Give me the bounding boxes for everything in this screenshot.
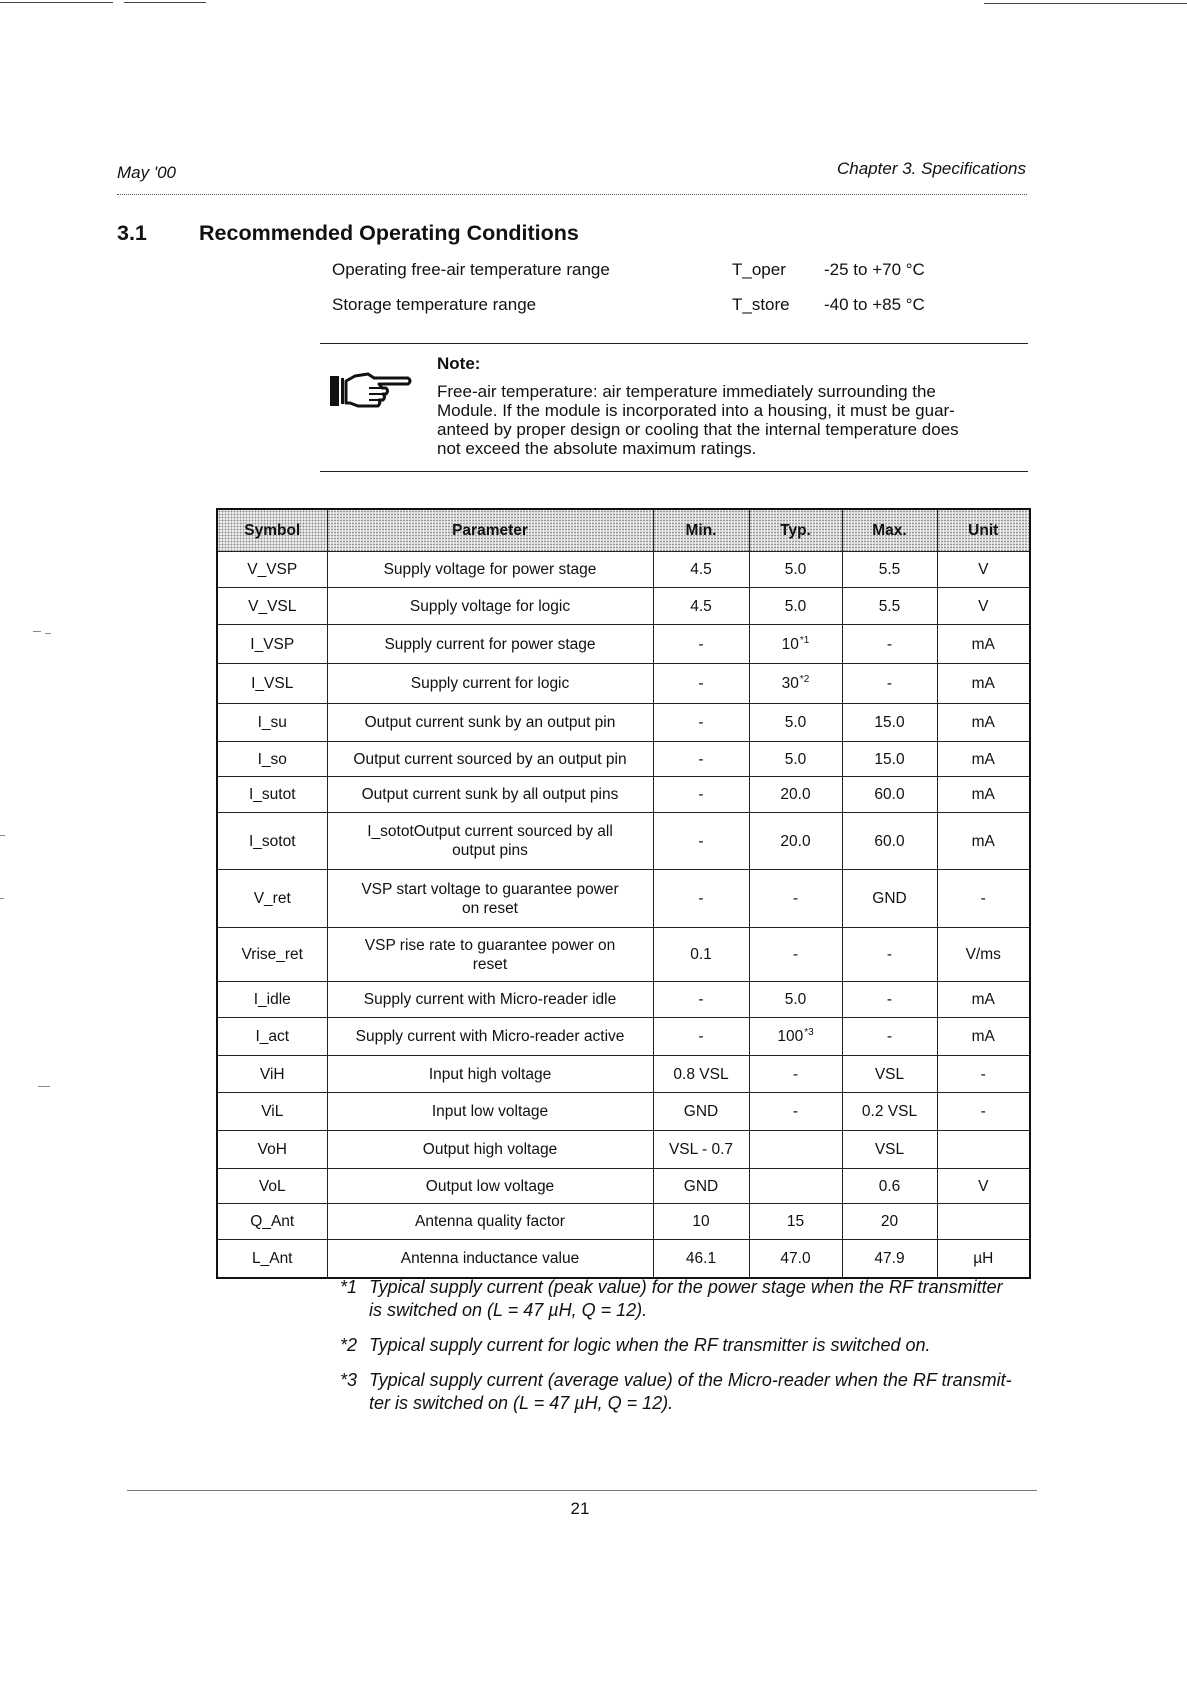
- cell-max: [842, 742, 937, 777]
- table-row: [217, 813, 1030, 870]
- cell-symbol-text: ViH: [259, 1065, 285, 1083]
- cell-symbol: [217, 704, 327, 742]
- cell-min: [653, 625, 749, 664]
- cell-unit: [937, 664, 1030, 704]
- cell-unit-text: µH: [973, 1249, 994, 1267]
- cell-min-text: -: [698, 750, 704, 768]
- cell-typ-text: 5.0: [784, 991, 807, 1008]
- table-head: [217, 509, 1030, 552]
- footnote-text: Typical supply current (peak value) for the power stage when the RF transmitter is switched on (L = 47 µH, Q = 12).: [369, 1277, 1003, 1320]
- cell-max: [842, 813, 937, 870]
- cell-parameter: [327, 742, 653, 777]
- cell-unit: [937, 1131, 1030, 1169]
- cell-typ-text: 20.0: [780, 786, 811, 803]
- cell-unit-text: -: [980, 890, 986, 907]
- cell-typ: [749, 1018, 842, 1056]
- cell-max: [842, 704, 937, 742]
- cell-min-text: 10: [692, 1213, 710, 1230]
- cell-parameter-text: VSP rise rate to guarantee power on reset: [364, 936, 616, 973]
- cell-unit: [937, 625, 1030, 664]
- column-header-typ: Typ.: [749, 509, 842, 552]
- cell-min: [653, 1169, 749, 1204]
- cell-parameter: [327, 1093, 653, 1131]
- cell-typ: [749, 588, 842, 625]
- cell-max-text: 0.2 VSL: [861, 1103, 918, 1120]
- cell-max: [842, 1093, 937, 1131]
- cell-symbol: [217, 742, 327, 777]
- cell-unit: [937, 1204, 1030, 1240]
- cell-symbol: [217, 1056, 327, 1093]
- cell-unit: [937, 1056, 1030, 1093]
- cell-typ: [749, 1240, 842, 1278]
- cell-symbol: [217, 664, 327, 704]
- cell-parameter-text: Output high voltage: [422, 1141, 558, 1158]
- cell-min: [653, 552, 749, 588]
- cell-unit-text: mA: [971, 675, 995, 692]
- cell-typ: [749, 704, 842, 742]
- condition-row: [0, 259, 1187, 281]
- cell-symbol-text: I_su: [257, 714, 287, 731]
- scan-artifact-mark: [45, 633, 51, 634]
- cell-parameter-text: Supply current for logic: [410, 675, 570, 692]
- cell-min-text: -: [698, 786, 704, 803]
- cell-symbol-text: VoH: [257, 1141, 287, 1158]
- cell-max: [842, 982, 937, 1018]
- running-header-chapter: Chapter 3. Specifications: [837, 159, 1026, 178]
- cell-typ-text: 5.0: [784, 750, 807, 768]
- cell-symbol-text: I_idle: [253, 991, 291, 1008]
- scan-artifact-mark: [0, 835, 5, 836]
- table-row: [217, 664, 1030, 704]
- cell-max-text: 15.0: [874, 714, 905, 731]
- cell-min-text: 46.1: [685, 1249, 717, 1267]
- note-rule-top: [320, 343, 1028, 344]
- cell-symbol-text: I_VSL: [251, 675, 294, 692]
- cell-unit: [937, 552, 1030, 588]
- condition-row: [0, 294, 1187, 316]
- cell-symbol: [217, 813, 327, 870]
- cell-unit: [937, 777, 1030, 813]
- cell-unit-text: mA: [971, 786, 995, 803]
- cell-symbol: [217, 1169, 327, 1204]
- cell-typ-text: -: [792, 1103, 799, 1120]
- table-row: [217, 928, 1030, 982]
- cell-max-text: -: [886, 675, 893, 692]
- page-number: 21: [570, 1499, 590, 1518]
- cell-min: [653, 1131, 749, 1169]
- cell-symbol: [217, 982, 327, 1018]
- cell-parameter: [327, 1131, 653, 1169]
- cell-typ-text: 30: [781, 675, 799, 692]
- cell-parameter-text: Supply current with Micro-reader active: [355, 1028, 625, 1045]
- cell-max: [842, 777, 937, 813]
- cell-max: [842, 1018, 937, 1056]
- specifications-table: [216, 508, 1031, 1279]
- cell-parameter-text: Supply current with Micro-reader idle: [363, 991, 617, 1008]
- cell-typ: [749, 928, 842, 982]
- header-rule: [117, 194, 1027, 195]
- cell-unit-text: mA: [971, 714, 995, 731]
- cell-parameter: [327, 928, 653, 982]
- cell-parameter: [327, 1056, 653, 1093]
- cell-parameter: [327, 982, 653, 1018]
- table-row: [217, 1093, 1030, 1131]
- cell-symbol: [217, 588, 327, 625]
- cell-unit: [937, 1018, 1030, 1056]
- scan-artifact-mark: [38, 1086, 50, 1087]
- cell-unit-text: V/ms: [965, 946, 1001, 963]
- running-header-date: May '00: [117, 163, 176, 182]
- condition-label: Operating free-air temperature range: [332, 260, 610, 279]
- column-header-min: Min.: [653, 509, 749, 552]
- table-row: [217, 588, 1030, 625]
- table-row: [217, 625, 1030, 664]
- cell-symbol: [217, 552, 327, 588]
- cell-typ: [749, 552, 842, 588]
- cell-symbol-text: I_so: [257, 750, 287, 768]
- cell-max-text: VSL: [874, 1141, 905, 1158]
- table-row: [217, 1056, 1030, 1093]
- cell-min-text: GND: [683, 1103, 719, 1120]
- cell-symbol: [217, 1131, 327, 1169]
- footnote-mark: *2: [340, 1335, 358, 1355]
- cell-symbol: [217, 777, 327, 813]
- cell-typ-text: 5.0: [784, 714, 807, 731]
- table-row: [217, 1018, 1030, 1056]
- cell-symbol: [217, 625, 327, 664]
- cell-min: [653, 982, 749, 1018]
- cell-max-text: 60.0: [874, 786, 905, 803]
- condition-value: -25 to +70 °C: [824, 260, 925, 279]
- footnote-text: Typical supply current (average value) of the Micro-reader when the RF transmit- ter is switched on (L = 47 µH, Q = 12).: [369, 1370, 1012, 1413]
- cell-parameter: [327, 588, 653, 625]
- cell-typ: [749, 1204, 842, 1240]
- cell-max-text: GND: [872, 890, 907, 907]
- cell-symbol: [217, 870, 327, 928]
- table-row: [217, 1131, 1030, 1169]
- cell-parameter-text: Output current sunk by an output pin: [364, 714, 616, 731]
- cell-parameter-text: Antenna inductance value: [400, 1249, 580, 1267]
- cell-parameter-text: Input high voltage: [428, 1065, 552, 1083]
- cell-min: [653, 1018, 749, 1056]
- cell-min: [653, 704, 749, 742]
- cell-typ-text: -: [792, 1065, 799, 1083]
- table-header-row: [217, 509, 1030, 552]
- condition-symbol: T_oper: [732, 260, 786, 279]
- note-text: Free-air temperature: air temperature immediately surrounding the Module. If the module is incorporated into a housing, it must be guar- anteed by proper design or cooling that the internal temperature does not exceed the absolute maximum ratings.: [437, 382, 959, 458]
- cell-typ-text: 20.0: [780, 832, 811, 850]
- cell-unit-text: mA: [971, 1028, 995, 1045]
- cell-unit-text: V: [978, 561, 989, 578]
- table-row: [217, 1240, 1030, 1278]
- cell-min: [653, 588, 749, 625]
- cell-symbol-text: V_ret: [253, 890, 291, 907]
- cell-max: [842, 1204, 937, 1240]
- cell-unit: [937, 928, 1030, 982]
- cell-symbol-text: Q_Ant: [250, 1213, 295, 1230]
- footnote: [340, 1369, 1120, 1415]
- cell-typ-text: 5.0: [784, 597, 807, 615]
- cell-parameter-text: Output low voltage: [425, 1177, 555, 1195]
- cell-max-text: -: [886, 635, 893, 653]
- cell-min: [653, 1093, 749, 1131]
- scan-artifact-mark: [0, 898, 4, 899]
- cell-symbol-text: VoL: [258, 1177, 286, 1195]
- cell-symbol-text: L_Ant: [251, 1249, 293, 1267]
- cell-unit: [937, 813, 1030, 870]
- cell-symbol-text: I_sutot: [248, 786, 296, 803]
- cell-typ: [749, 870, 842, 928]
- cell-min-text: GND: [683, 1177, 719, 1195]
- cell-unit: [937, 742, 1030, 777]
- cell-min-text: -: [698, 832, 704, 850]
- cell-max-text: 5.5: [878, 597, 901, 615]
- cell-max: [842, 1056, 937, 1093]
- cell-symbol-text: I_sotot: [248, 832, 296, 850]
- cell-min-text: -: [698, 1028, 704, 1045]
- footnote-mark: *1: [340, 1277, 358, 1297]
- cell-typ-text: -: [792, 890, 799, 907]
- cell-typ: [749, 1093, 842, 1131]
- cell-max: [842, 870, 937, 928]
- cell-parameter: [327, 777, 653, 813]
- scan-artifact-line: [124, 2, 206, 3]
- cell-min-text: 4.5: [690, 561, 712, 578]
- cell-symbol-text: Vrise_ret: [241, 946, 303, 963]
- cell-parameter-text: VSP start voltage to guarantee power on reset: [361, 880, 619, 917]
- cell-max: [842, 1131, 937, 1169]
- cell-min: [653, 742, 749, 777]
- cell-symbol-text: I_VSP: [250, 635, 295, 653]
- cell-max: [842, 625, 937, 664]
- cell-max-text: 60.0: [874, 832, 905, 850]
- cell-max: [842, 664, 937, 704]
- cell-max-text: VSL: [874, 1065, 905, 1083]
- scan-artifact-line: [0, 2, 113, 3]
- note-rule-bottom: [320, 471, 1028, 472]
- cell-typ: [749, 1056, 842, 1093]
- scan-artifact-line: [984, 3, 1187, 4]
- cell-max: [842, 928, 937, 982]
- cell-min-text: -: [698, 675, 704, 692]
- cell-symbol-text: V_VSP: [247, 561, 298, 578]
- table-row: [217, 552, 1030, 588]
- cell-parameter: [327, 625, 653, 664]
- cell-parameter: [327, 1204, 653, 1240]
- cell-min: [653, 1056, 749, 1093]
- cell-parameter-text: Supply voltage for power stage: [383, 561, 597, 578]
- cell-typ: [749, 777, 842, 813]
- cell-min-text: -: [698, 635, 704, 653]
- note-title: Note:: [437, 354, 481, 373]
- cell-unit-text: V: [978, 1177, 989, 1195]
- condition-symbol: T_store: [732, 295, 790, 314]
- table-row: [217, 1169, 1030, 1204]
- cell-unit-text: mA: [971, 832, 995, 850]
- table-row: [217, 982, 1030, 1018]
- table-row: [217, 870, 1030, 928]
- cell-symbol: [217, 1240, 327, 1278]
- cell-max: [842, 588, 937, 625]
- footnote-mark: *3: [340, 1370, 358, 1390]
- cell-min: [653, 664, 749, 704]
- scan-artifact-mark: [33, 631, 41, 632]
- cell-typ: [749, 1169, 842, 1204]
- cell-unit: [937, 1169, 1030, 1204]
- cell-max-text: 15.0: [874, 750, 905, 768]
- cell-typ-text: -: [792, 946, 799, 963]
- table-body: [217, 552, 1030, 1278]
- cell-max-text: 47.9: [874, 1249, 905, 1267]
- cell-max-text: 5.5: [878, 561, 901, 578]
- cell-parameter-text: I_sototOutput current sourced by all output pins: [367, 823, 613, 859]
- cell-symbol: [217, 1093, 327, 1131]
- footnotes: [340, 1276, 1120, 1427]
- cell-parameter: [327, 704, 653, 742]
- footnote-reference: *3: [804, 1027, 814, 1038]
- column-header-max: Max.: [842, 509, 937, 552]
- cell-min-text: -: [698, 991, 704, 1008]
- cell-max-text: 20: [880, 1213, 899, 1230]
- cell-max: [842, 552, 937, 588]
- cell-symbol: [217, 928, 327, 982]
- cell-unit: [937, 1240, 1030, 1278]
- cell-unit: [937, 588, 1030, 625]
- cell-min-text: 0.8 VSL: [673, 1065, 729, 1083]
- cell-max: [842, 1169, 937, 1204]
- cell-min: [653, 1204, 749, 1240]
- cell-min-text: VSL - 0.7: [668, 1141, 734, 1158]
- cell-unit: [937, 870, 1030, 928]
- cell-min-text: 4.5: [690, 597, 712, 615]
- condition-value: -40 to +85 °C: [824, 295, 925, 314]
- cell-symbol-text: I_act: [255, 1028, 290, 1045]
- cell-parameter: [327, 1169, 653, 1204]
- cell-min: [653, 870, 749, 928]
- cell-typ-text: 15: [786, 1213, 805, 1230]
- cell-parameter-text: Input low voltage: [431, 1103, 549, 1120]
- section-title: Recommended Operating Conditions: [199, 221, 579, 245]
- cell-parameter: [327, 1240, 653, 1278]
- cell-unit: [937, 1093, 1030, 1131]
- cell-typ-text: 5.0: [784, 561, 807, 578]
- cell-symbol: [217, 1204, 327, 1240]
- cell-min: [653, 1240, 749, 1278]
- footer-rule: [127, 1490, 1037, 1491]
- cell-max-text: -: [886, 1028, 893, 1045]
- cell-typ: [749, 813, 842, 870]
- cell-parameter-text: Supply voltage for logic: [409, 597, 571, 615]
- table-row: [217, 704, 1030, 742]
- cell-symbol-text: ViL: [261, 1103, 284, 1120]
- cell-min-text: 0.1: [690, 946, 712, 963]
- cell-parameter-text: Supply current for power stage: [384, 635, 596, 653]
- cell-typ-text: 100: [777, 1028, 804, 1045]
- cell-min: [653, 777, 749, 813]
- column-header-unit: Unit: [937, 509, 1030, 552]
- cell-max-text: -: [886, 946, 893, 963]
- cell-unit-text: V: [978, 597, 989, 615]
- cell-typ: [749, 742, 842, 777]
- cell-parameter-text: Antenna quality factor: [415, 1213, 565, 1230]
- cell-typ: [749, 1131, 842, 1169]
- cell-typ: [749, 625, 842, 664]
- cell-parameter: [327, 813, 653, 870]
- cell-min: [653, 813, 749, 870]
- cell-unit-text: -: [980, 1103, 986, 1120]
- cell-min-text: -: [698, 714, 704, 731]
- cell-typ: [749, 664, 842, 704]
- footnote: [340, 1334, 1120, 1357]
- cell-max-text: 0.6: [878, 1177, 901, 1195]
- footnote-reference: *2: [799, 674, 810, 685]
- cell-symbol: [217, 1018, 327, 1056]
- table-row: [217, 777, 1030, 813]
- cell-min-text: -: [698, 890, 704, 907]
- cell-typ-text: 10: [781, 635, 799, 653]
- cell-parameter-text: Output current sunk by all output pins: [361, 786, 619, 803]
- cell-min: [653, 928, 749, 982]
- column-header-parameter: Parameter: [327, 509, 653, 552]
- cell-unit: [937, 704, 1030, 742]
- condition-label: Storage temperature range: [332, 295, 537, 314]
- cell-symbol-text: V_VSL: [248, 597, 297, 615]
- footnote: [340, 1276, 1120, 1322]
- cell-parameter: [327, 870, 653, 928]
- cell-unit-text: mA: [971, 635, 995, 653]
- pointing-hand-icon: [329, 369, 413, 409]
- table-row: [217, 1204, 1030, 1240]
- cell-parameter-text: Output current sourced by an output pin: [353, 750, 627, 768]
- cell-typ: [749, 982, 842, 1018]
- cell-parameter: [327, 552, 653, 588]
- footnote-reference: *1: [799, 634, 810, 646]
- section-number: 3.1: [117, 221, 147, 245]
- cell-max-text: -: [886, 991, 893, 1008]
- cell-unit-text: -: [980, 1065, 986, 1083]
- cell-parameter: [327, 664, 653, 704]
- cell-parameter: [327, 1018, 653, 1056]
- cell-max: [842, 1240, 937, 1278]
- column-header-symbol: Symbol: [217, 509, 327, 552]
- cell-typ-text: 47.0: [780, 1249, 811, 1267]
- cell-unit-text: mA: [971, 991, 995, 1008]
- cell-unit: [937, 982, 1030, 1018]
- footnote-text: Typical supply current for logic when the RF transmitter is switched on.: [369, 1335, 931, 1355]
- table-row: [217, 742, 1030, 777]
- cell-unit-text: mA: [971, 750, 995, 768]
